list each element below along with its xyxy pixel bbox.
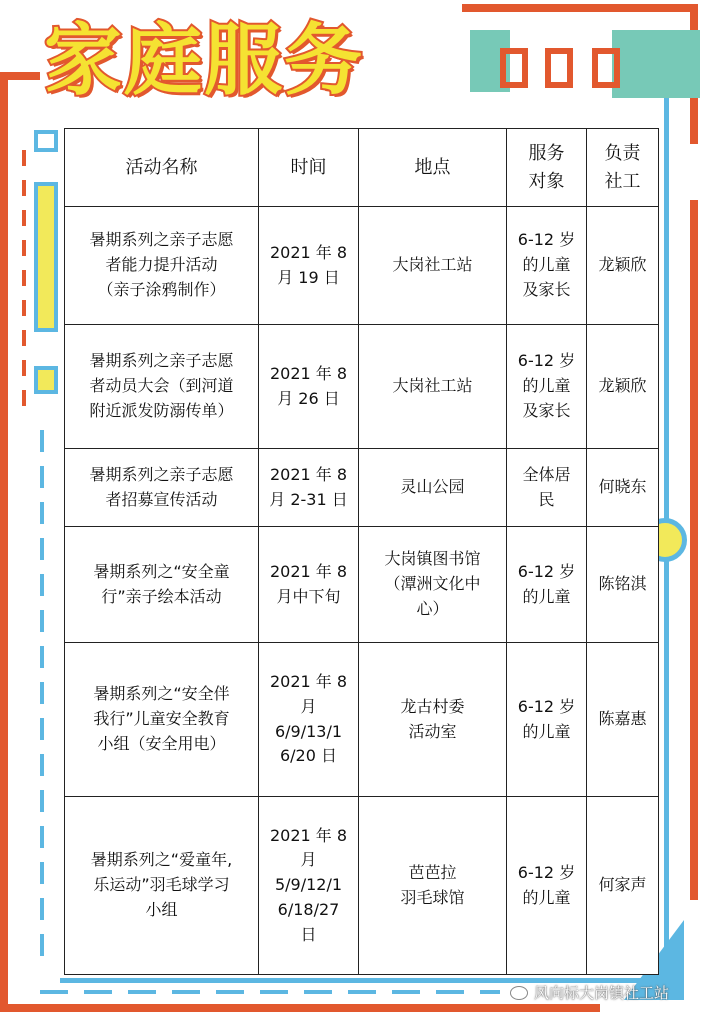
watermark-text: 风向标大岗镇社工站 xyxy=(534,984,670,1002)
cell-location: 灵山公园 xyxy=(359,449,507,527)
yellow-bar xyxy=(34,182,58,332)
frame-left-bar xyxy=(0,72,8,1012)
cell-location: 大岗镇图书馆 （潭洲文化中 心） xyxy=(359,527,507,643)
cell-worker: 陈铭淇 xyxy=(587,527,659,643)
cell-location: 大岗社工站 xyxy=(359,207,507,325)
orange-square-outline xyxy=(500,48,528,88)
header-social-worker: 负责 社工 xyxy=(587,129,659,207)
wechat-icon xyxy=(510,986,528,1000)
cell-worker: 何晓东 xyxy=(587,449,659,527)
cell-worker: 陈嘉惠 xyxy=(587,643,659,797)
orange-square-outline xyxy=(545,48,573,88)
watermark xyxy=(510,982,669,1003)
cell-target: 全体居 民 xyxy=(507,449,587,527)
header-location: 地点 xyxy=(359,129,507,207)
cell-activity: 暑期系列之亲子志愿 者招募宣传活动 xyxy=(65,449,259,527)
cell-time: 2021 年 8 月 26 日 xyxy=(259,325,359,449)
frame-right-bar-lower xyxy=(690,200,698,900)
cell-time: 2021 年 8 月 6/9/13/1 6/20 日 xyxy=(259,643,359,797)
dashed-bottom-line xyxy=(40,990,500,994)
table-header-row xyxy=(65,129,659,207)
table-row xyxy=(65,325,659,449)
cell-activity: 暑期系列之“安全伴 我行”儿童安全教育 小组（安全用电） xyxy=(65,643,259,797)
cell-activity: 暑期系列之亲子志愿 者能力提升活动 （亲子涂鸦制作） xyxy=(65,207,259,325)
cell-time: 2021 年 8 月 2-31 日 xyxy=(259,449,359,527)
cell-activity: 暑期系列之亲子志愿 者动员大会（到河道 附近派发防溺传单） xyxy=(65,325,259,449)
dashed-left-orange-line xyxy=(22,150,26,410)
cell-activity: 暑期系列之“爱童年, 乐运动”羽毛球学习 小组 xyxy=(65,797,259,975)
cell-activity: 暑期系列之“安全童 行”亲子绘本活动 xyxy=(65,527,259,643)
cell-time: 2021 年 8 月 5/9/12/1 6/18/27 日 xyxy=(259,797,359,975)
cell-target: 6-12 岁 的儿童 xyxy=(507,527,587,643)
cell-target: 6-12 岁 的儿童 及家长 xyxy=(507,325,587,449)
frame-top-right-bar xyxy=(462,4,698,12)
header-activity: 活动名称 xyxy=(65,129,259,207)
cell-target: 6-12 岁 的儿童 及家长 xyxy=(507,207,587,325)
table-row xyxy=(65,527,659,643)
cell-time: 2021 年 8 月 19 日 xyxy=(259,207,359,325)
header-target: 服务 对象 xyxy=(507,129,587,207)
teal-block-right xyxy=(612,30,700,98)
page-title: 家庭服务 xyxy=(44,16,365,106)
cell-location: 大岗社工站 xyxy=(359,325,507,449)
blue-square-outline xyxy=(34,130,58,152)
cell-location: 芭芭拉 羽毛球馆 xyxy=(359,797,507,975)
cell-target: 6-12 岁 的儿童 xyxy=(507,643,587,797)
table-row xyxy=(65,797,659,975)
cell-worker: 龙颖欣 xyxy=(587,325,659,449)
table-row xyxy=(65,643,659,797)
cell-location: 龙古村委 活动室 xyxy=(359,643,507,797)
yellow-square xyxy=(34,366,58,394)
table-row xyxy=(65,207,659,325)
cell-time: 2021 年 8 月中下旬 xyxy=(259,527,359,643)
cell-worker: 何家声 xyxy=(587,797,659,975)
orange-square-outline xyxy=(592,48,620,88)
header-time: 时间 xyxy=(259,129,359,207)
dashed-left-line xyxy=(40,430,44,970)
schedule-table xyxy=(64,128,659,975)
cell-worker: 龙颖欣 xyxy=(587,207,659,325)
frame-top-left-bar xyxy=(0,72,40,80)
table-row xyxy=(65,449,659,527)
cell-target: 6-12 岁 的儿童 xyxy=(507,797,587,975)
frame-bottom-bar xyxy=(0,1004,600,1012)
